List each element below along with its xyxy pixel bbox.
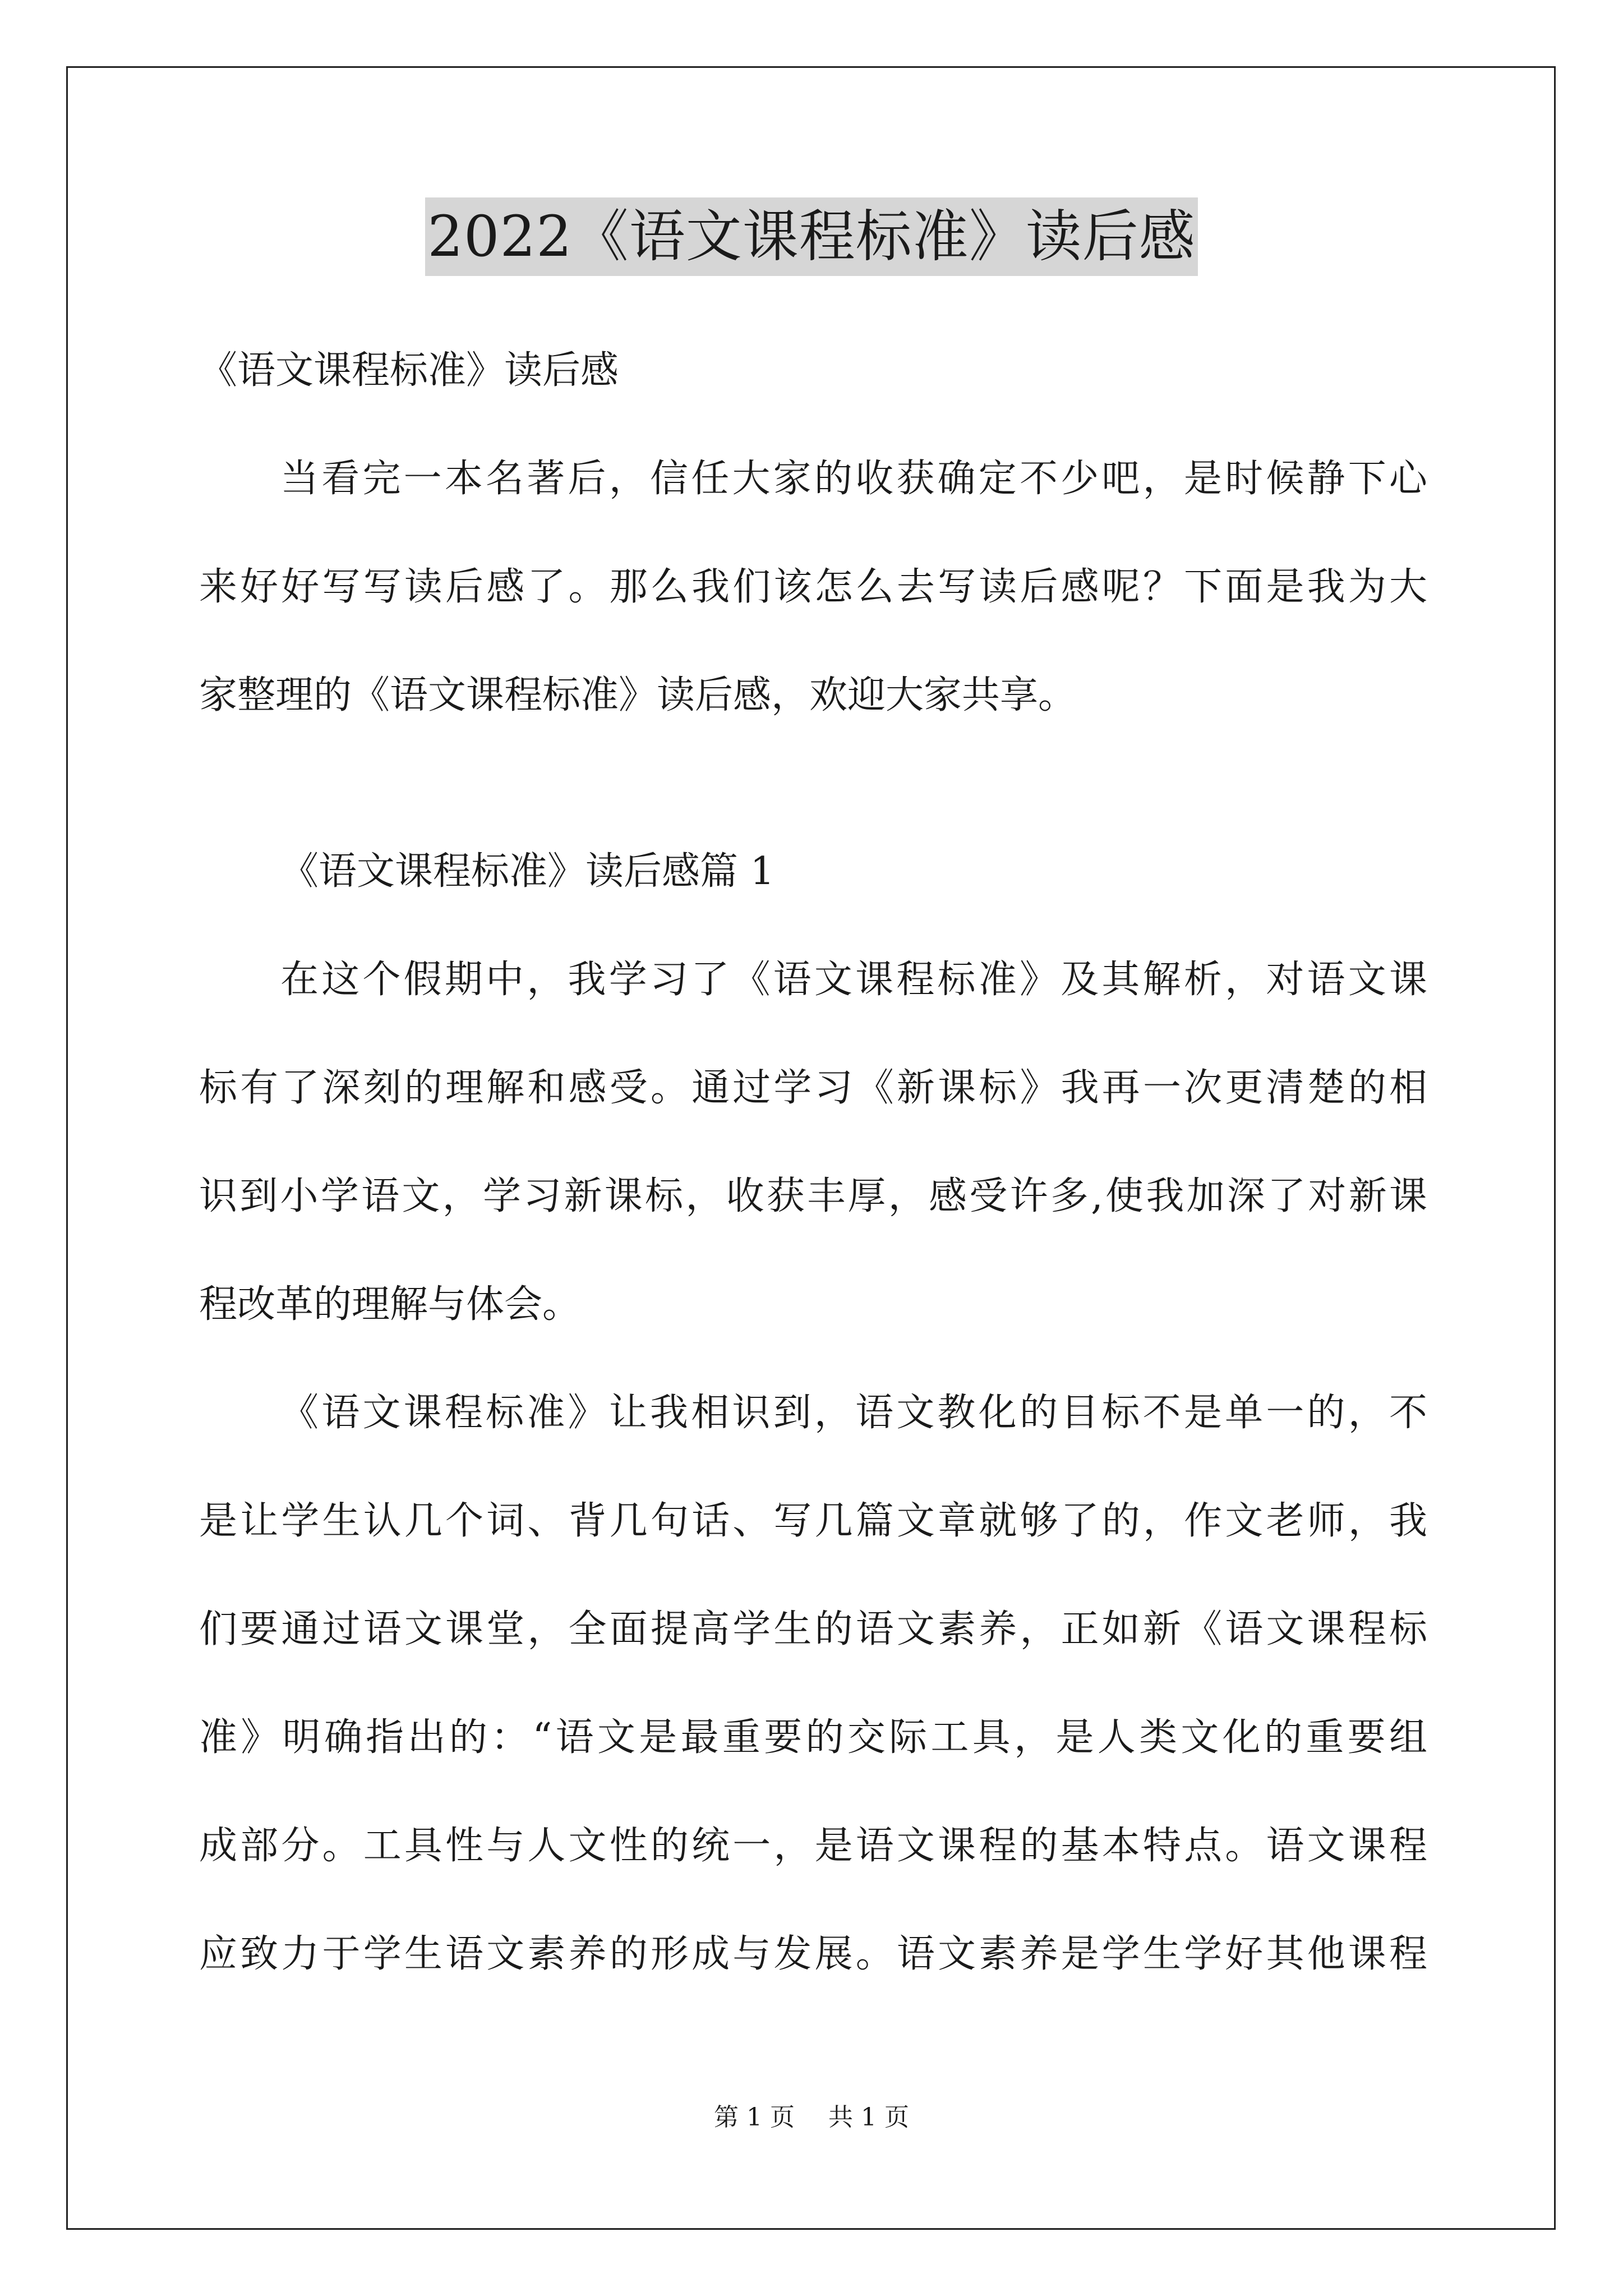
- paragraph-line: 识到小学语文，学习新课标，收获丰厚，感受许多,使我加深了对新课: [199, 1174, 1427, 1218]
- paragraph-line: 程改革的理解与体会。: [199, 1282, 581, 1327]
- paragraph-line: 成部分。工具性与人文性的统一，是语文课程的基本特点。语文课程: [199, 1824, 1427, 1868]
- paragraph-line: 是让学生认几个词、背几句话、写几篇文章就够了的，作文老师，我: [199, 1499, 1427, 1543]
- title-container: [0, 197, 1623, 276]
- paragraph-line: 来好好写写读后感了。那么我们该怎么去写读后感呢？下面是我为大: [199, 565, 1427, 609]
- document-body: [199, 343, 1427, 1982]
- paragraph-line: 《语文课程标准》让我相识到，语文教化的目标不是单一的，不: [280, 1391, 1427, 1435]
- subtitle-line: 《语文课程标准》读后感: [199, 348, 619, 393]
- paragraph-line: 们要通过语文课堂，全面提高学生的语文素养，正如新《语文课程标: [199, 1607, 1427, 1651]
- paragraph-line: 应致力于学生语文素养的形成与发展。语文素养是学生学好其他课程: [199, 1932, 1427, 1976]
- page-number: 第 1 页: [714, 2103, 795, 2132]
- paragraph-line: 当看完一本名著后，信任大家的收获确定不少吧，是时候静下心: [280, 457, 1427, 501]
- total-pages: 共 1 页: [828, 2103, 909, 2132]
- document-title: 2022《语文课程标准》读后感: [425, 197, 1198, 276]
- paragraph-line: 在这个假期中，我学习了《语文课程标准》及其解析，对语文课: [280, 958, 1427, 1002]
- page-footer: [0, 2101, 1623, 2134]
- paragraph-line: 准》明确指出的：“语文是最重要的交际工具，是人类文化的重要组: [199, 1715, 1427, 1760]
- section-heading: 《语文课程标准》读后感篇 1: [280, 849, 774, 894]
- paragraph-line: 标有了深刻的理解和感受。通过学习《新课标》我再一次更清楚的相: [199, 1066, 1427, 1110]
- paragraph-line: 家整理的《语文课程标准》读后感，欢迎大家共享。: [199, 673, 1077, 717]
